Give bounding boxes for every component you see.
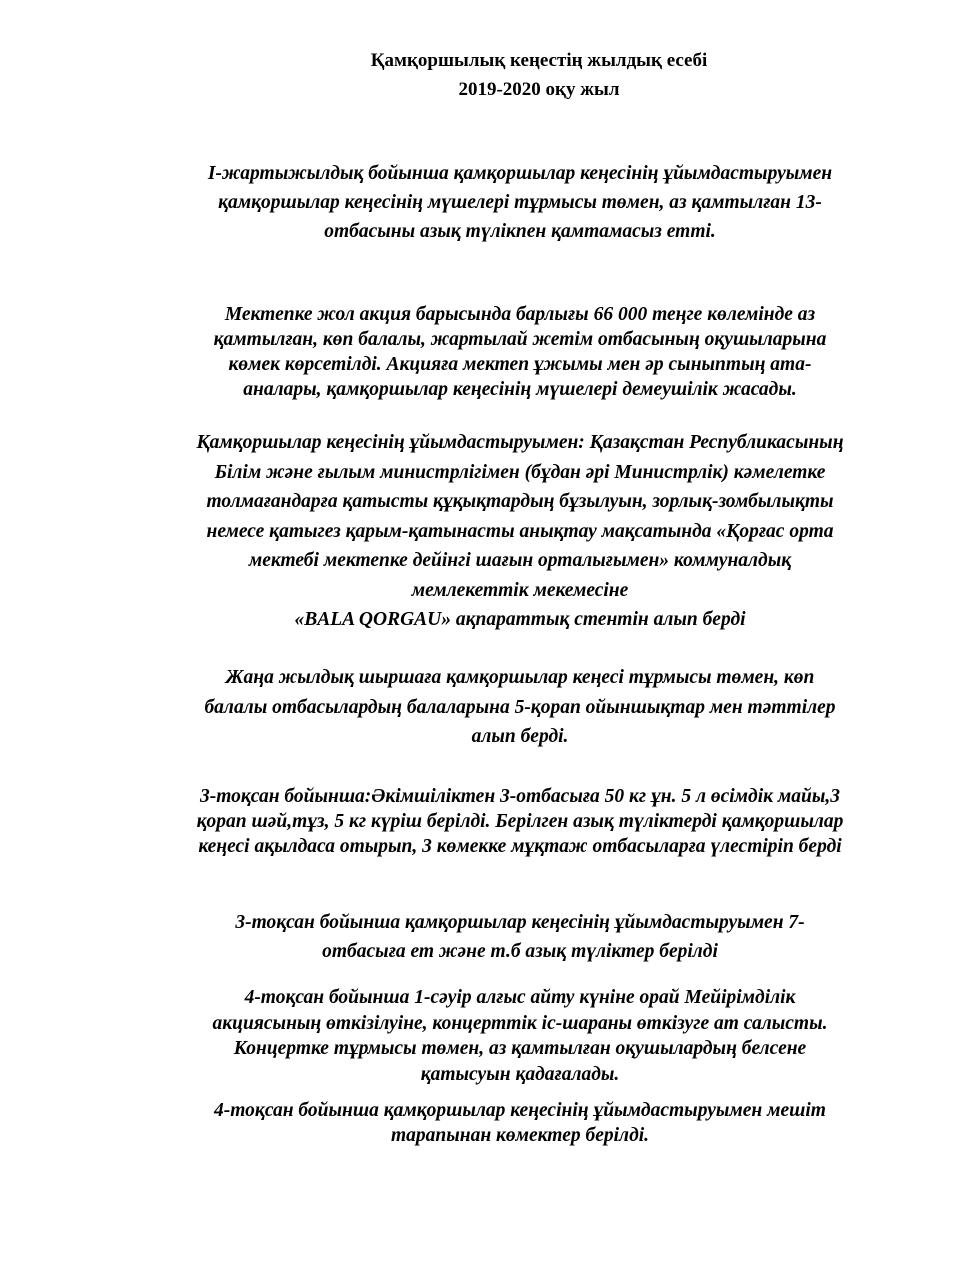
paragraph-line: отбасыға ет және т.б азық түліктер берілді xyxy=(322,941,718,962)
paragraph-line: «BALA QORGAU» ақпараттық стентін алып берді xyxy=(294,609,746,630)
paragraph-line: 3-тоқсан бойынша:Әкімшіліктен 3-отбасыға 50 кг ұн. 5 л өсімдік майы,3 xyxy=(200,786,840,807)
paragraph-line: тарапынан көмектер берілді. xyxy=(390,1125,650,1146)
paragraph-line: балалы отбасылардың балаларына 5-қорап ойыншықтар мен тәттілер xyxy=(204,696,836,718)
paragraph-line: көмек көрсетілді. Акцияға мектеп ұжымы мен әр сыныптың ата- xyxy=(228,354,812,375)
paragraph-new-year-tree xyxy=(100,663,940,752)
paragraph-line: толмағандарға қатысты құқықтардың бұзылуын, зорлық-зомбылықты xyxy=(206,491,834,512)
paragraph-line: мектебі мектепке дейінгі шағын орталығымен» коммуналдық xyxy=(248,550,792,571)
paragraph-line: мемлекеттік мекемесіне xyxy=(411,579,629,601)
document-title: Қамқоршылық кеңестің жылдық есебі xyxy=(370,50,708,71)
paragraph-line: акциясының өткізілуіне, концерттік іс-шараны өткізуге ат салысты. xyxy=(212,1012,828,1034)
paragraph-third-quarter-akimat xyxy=(100,784,940,859)
paragraph-line: кеңесі ақылдаса отырып, 3 көмекке мұқтаж отбасыларға үлестіріп берді xyxy=(198,836,842,857)
paragraph-line: қамтылған, көп балалы, жартылай жетім отбасының оқушыларына xyxy=(213,329,827,350)
paragraph-line: немесе қатыгез қарым-қатынасты анықтау мақсатында «Қорғас орта xyxy=(206,520,834,542)
paragraph-line: Білім және ғылым министрлігімен (бұдан әрі Министрлік) кәмелетке xyxy=(214,461,826,483)
paragraph-line: қатысуын қадағалады. xyxy=(420,1063,620,1085)
paragraph-line: 4-тоқсан бойынша 1-сәуір алғыс айту күніне орай Мейірімділік xyxy=(244,987,796,1008)
document-subtitle-year: 2019-2020 оқу жыл xyxy=(458,79,620,100)
paragraph-line: аналары, қамқоршылар кеңесінің мүшелері демеушілік жасады. xyxy=(243,379,797,400)
paragraph-line: 4-тоқсан бойынша қамқоршылар кеңесінің ұйымдастыруымен мешіт xyxy=(214,1100,826,1121)
paragraph-line: қамқоршылар кеңесінің мүшелері тұрмысы төмен, аз қамтылған 13- xyxy=(218,192,822,213)
paragraph-line: қорап шәй,тұз, 5 кг күріш берілді. Берілген азық түліктерді қамқоршылар xyxy=(196,811,844,832)
paragraph-fourth-quarter-mosque xyxy=(100,1098,940,1148)
paragraph-line: Мектепке жол акция барысында барлығы 66 000 теңге көлемінде аз xyxy=(224,304,816,325)
paragraph-line: 3-тоқсан бойынша қамқоршылар кеңесінің ұйымдастыруымен 7- xyxy=(235,912,805,933)
paragraph-line: Қамқоршылар кеңесінің ұйымдастыруымен: Қазақстан Республикасының xyxy=(196,432,844,453)
paragraph-road-to-school xyxy=(100,302,940,402)
paragraph-first-half-year xyxy=(100,159,940,246)
paragraph-bala-qorgau xyxy=(100,428,940,635)
paragraph-line: І-жартыжылдық бойынша қамқоршылар кеңесінің ұйымдастыруымен xyxy=(207,163,833,184)
paragraph-line: отбасыны азық түлікпен қамтамасыз етті. xyxy=(324,221,716,242)
paragraph-fourth-quarter-gratitude xyxy=(100,985,940,1087)
paragraph-third-quarter-meat xyxy=(100,908,940,966)
paragraph-line: алып берді. xyxy=(471,726,569,747)
paragraph-line: Концертке тұрмысы төмен, аз қамтылған оқушылардың белсене xyxy=(233,1038,807,1059)
paragraph-line: Жаңа жылдық шыршаға қамқоршылар кеңесі тұрмысы төмен, көп xyxy=(225,667,815,688)
